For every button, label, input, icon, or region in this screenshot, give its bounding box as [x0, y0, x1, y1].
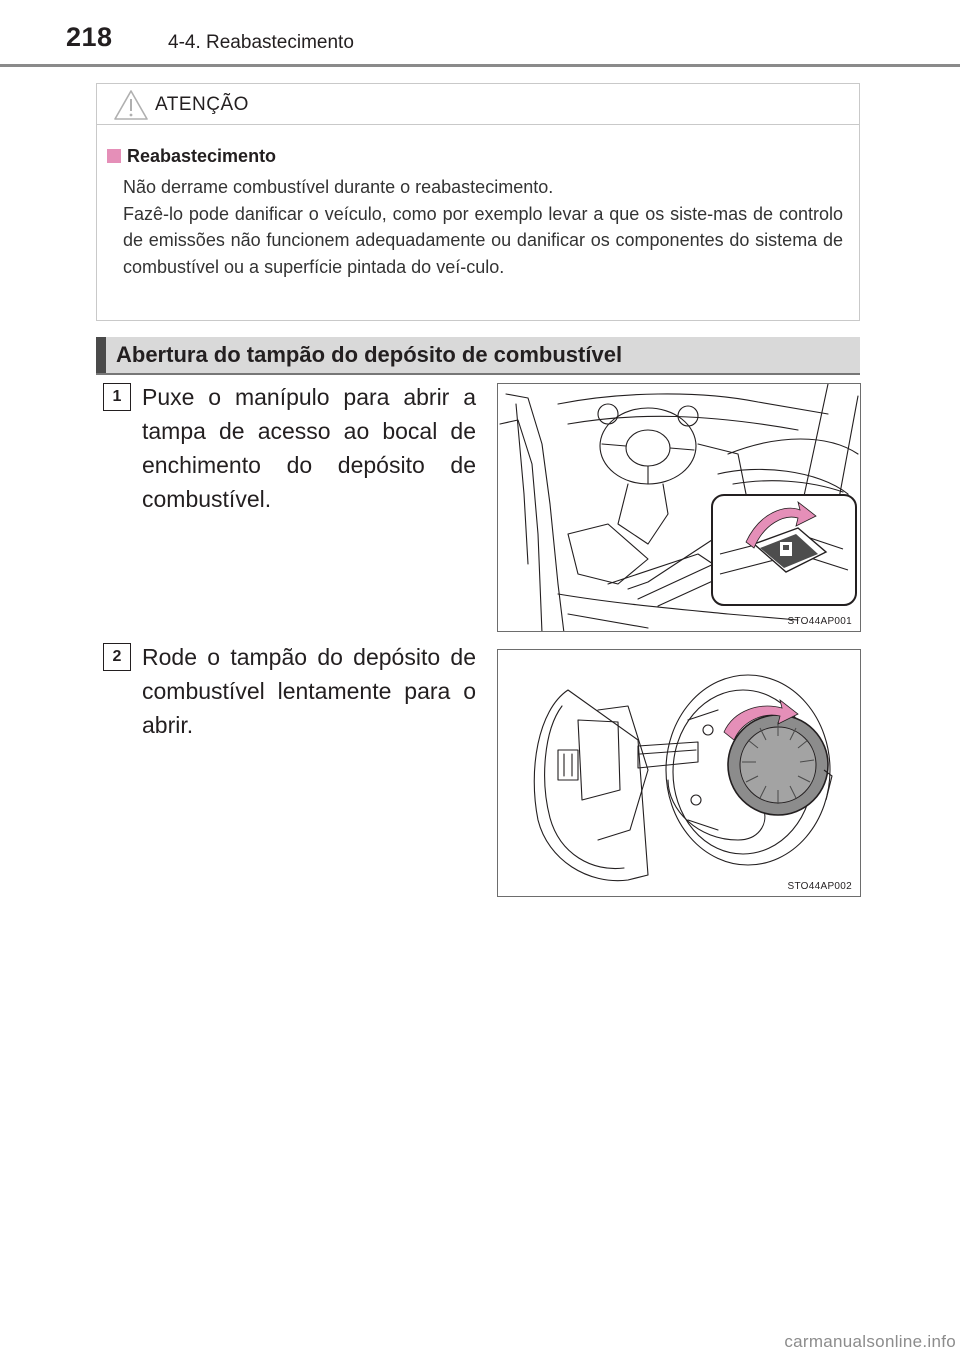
- warning-box: [96, 83, 860, 321]
- pink-square-bullet: [107, 149, 121, 163]
- warning-body: [123, 174, 843, 280]
- step-text: Puxe o manípulo para abrir a tampa de acesso ao bocal de enchimento do depósito de combustível.: [142, 384, 476, 512]
- warning-title: ATENÇÃO: [155, 94, 249, 115]
- warning-subheading-text: Reabastecimento: [127, 146, 277, 166]
- page-number: 218: [66, 22, 113, 52]
- header-rule: [0, 64, 960, 67]
- figure-fuel-door-lever: [497, 383, 861, 632]
- warning-paragraph: Fazê-lo pode danificar o veículo, como por exemplo levar a que os siste-mas de controlo de emissões não funcionem adequadamente ou danificar os componentes do sistema de combustível ou a superfície pintada do veí-culo.: [123, 203, 843, 277]
- fuel-door-lever-illustration: [498, 384, 861, 632]
- fuel-cap-illustration: [498, 650, 861, 897]
- section-title: 4-4. Reabastecimento: [168, 32, 354, 53]
- warning-header: [97, 84, 859, 125]
- page-header: [0, 0, 960, 70]
- warning-triangle-icon: [113, 89, 149, 121]
- figure-code: STO44AP001: [787, 616, 852, 627]
- section-banner-title: Abertura do tampão do depósito de combustível: [116, 342, 623, 367]
- step-number-badge: 1: [103, 383, 131, 411]
- banner-bar: [96, 337, 106, 373]
- figure-fuel-cap: [497, 649, 861, 897]
- section-banner: [96, 337, 860, 375]
- step-number-badge: 2: [103, 643, 131, 671]
- warning-subheading: [107, 146, 276, 167]
- warning-paragraph: Não derrame combustível durante o reabastecimento.: [123, 177, 554, 197]
- step-text: Rode o tampão do depósito de combustível lentamente para o abrir.: [142, 644, 476, 738]
- figure-code: STO44AP002: [787, 881, 852, 892]
- watermark-text: carmanualsonline.info: [784, 1332, 956, 1351]
